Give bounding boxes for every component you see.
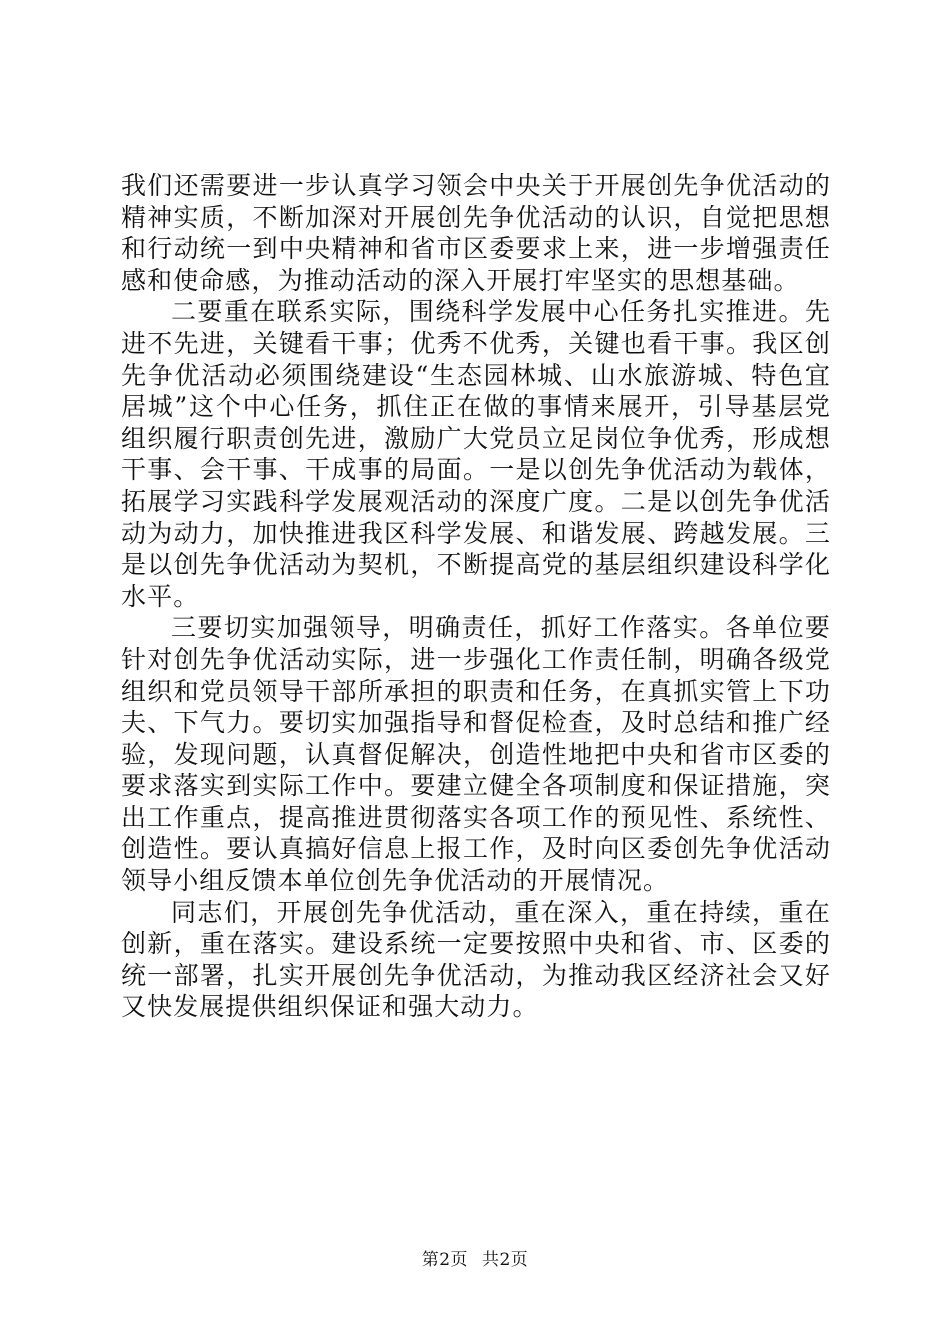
paragraph-third-point: 三要切实加强领导，明确责任，抓好工作落实。各单位要针对创先争优活动实际，进一步强化工作责任制，明确各级党组织和党员领导干部所承担的职责和任务，在真抓实管上下功夫、下气力。要切实加强指导和督促检查，及时总结和推广经验，发现问题，认真督促解决，创造性地把中央和省市区委的要求落实到实际工作中。要建立健全各项制度和保证措施，突出工作重点，提高推进贯彻落实各项工作的预见性、系统性、创造性。要认真搞好信息上报工作，及时向区委创先争优活动领导小组反馈本单位创先争优活动的开展情况。 (121, 613, 831, 896)
page-total: 共2页 (481, 1250, 529, 1270)
paragraph-second-point: 二要重在联系实际，围绕科学发展中心任务扎实推进。先进不先进，关键看干事；优秀不优秀，关键也看干事。我区创先争优活动必须围绕建设“生态园林城、山水旅游城、特色宜居城”这个中心任务，抓住正在做的事情来展开，引导基层党组织履行职责创先进，激励广大党员立足岗位争优秀，形成想干事、会干事、干成事的局面。一是以创先争优活动为载体，拓展学习实践科学发展观活动的深度广度。二是以创先争优活动为动力，加快推进我区科学发展、和谐发展、跨越发展。三是以创先争优活动为契机，不断提高党的基层组织建设科学化水平。 (121, 297, 831, 611)
document-body (121, 170, 831, 1023)
page-number: 第2页 (421, 1250, 469, 1270)
paragraph-continuation: 我们还需要进一步认真学习领会中央关于开展创先争优活动的精神实质，不断加深对开展创先争优活动的认识，自觉把思想和行动统一到中央精神和省市区委要求上来，进一步增强责任感和使命感，为推动活动的深入开展打牢坚实的思想基础。 (121, 171, 831, 295)
paragraph-closing: 同志们，开展创先争优活动，重在深入，重在持续，重在创新，重在落实。建设系统一定要按照中央和省、市、区委的统一部署，扎实开展创先争优活动，为推动我区经济社会又好又快发展提供组织保证和强大动力。 (121, 897, 831, 1022)
page-footer (0, 1245, 950, 1270)
